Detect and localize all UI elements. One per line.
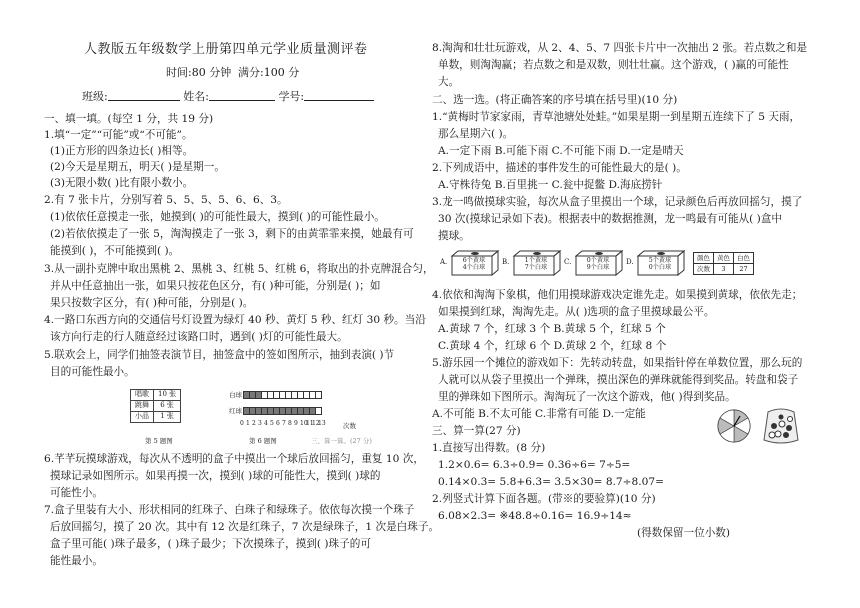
tick-label: 13 [318, 420, 326, 427]
tick-label: 11 [306, 420, 314, 427]
question-5-line1: 5.联欢会上，同学们抽签表演节目，抽签盒中的签如图所示，抽到表演( )节 [44, 349, 395, 361]
question-2-1: (1)依依任意摸走一张，她摸到( )的可能性最大，摸到( )的可能性最小。 [50, 211, 385, 223]
tick-label: 7 [282, 420, 286, 427]
question-7-line2: 后放回摇匀，摸了 20 次。其中有 12 次是红珠子，7 次是绿珠子，1 次是白珠子。 [50, 521, 440, 533]
calc-1-heading: 1.直接写出得数。(8 分) [432, 442, 546, 454]
choice-3-line3: 摸球。 [438, 230, 470, 242]
table-row [131, 401, 181, 412]
spinner-icon [716, 408, 752, 444]
id-blank[interactable] [304, 89, 374, 101]
box-option-c [564, 250, 624, 276]
question-4-line2: 该方向行走的行人随意经过该路口时，遇到( )灯的可能性最大。 [50, 331, 348, 343]
box-b-text1: 1个黄球 [524, 257, 548, 264]
question-3-line1: 3.从一副扑克牌中取出黑桃 2、黑桃 3、红桃 5、红桃 6，将取出的扑克牌混合匀， [44, 263, 434, 275]
choice-2-options: A.守株待兔 B.百里挑一 C.瓮中捉鳖 D.海底捞针 [438, 179, 663, 191]
marble-bag-icon [760, 404, 802, 446]
grid-cell [315, 407, 322, 415]
choice-4-options-1: A.黄球 7 个，红球 3 个 B.黄球 5 个，红球 5 个 [438, 323, 666, 335]
table-cell: 唱歌 [131, 390, 154, 401]
question-8-line2: 单数，则淘淘赢；若点数之和是双数，则壮壮赢。这个游戏，( )赢的可能性 [438, 59, 789, 71]
question-4-line1: 4.一路口东西方向的交通信号灯设置为绿灯 40 秒、黄灯 5 秒、红灯 30 秒。当沿 [44, 314, 426, 326]
table-cell: 6 张 [154, 401, 181, 412]
figure-6-caption: 第 6 题图 [249, 437, 277, 445]
table-cell: 白色 [734, 253, 754, 264]
choice-3-line1: 3.龙一鸣做摸球实验，每次从盒子里摸出一个球，记录颜色后再放回摇匀，摸了 [432, 196, 803, 208]
tick-label: 2 [252, 420, 256, 427]
question-2-2-cont: 能摸到( )，不可能摸到( )。 [50, 245, 180, 257]
table-cell: 小品 [131, 412, 154, 423]
question-2-2: (2)若依依摸走了一张 5，淘淘摸走了一张 3，剩下的由黄霏霏来摸，她最有可 [50, 228, 414, 240]
box-a-label: A. [440, 258, 448, 266]
choice-2: 2.下列成语中，描述的事件发生的可能性最大的是( )。 [432, 162, 687, 174]
tick-label: 9 [294, 420, 298, 427]
box-d-text1: 5个黄球 [648, 257, 672, 264]
calc-1-row-1: 1.2×0.6= 6.3÷0.9= 0.36÷6= 7÷5= [438, 459, 631, 471]
box-option-a [440, 250, 500, 276]
question-6-line1: 6.芊芊玩摸球游戏，每次从不透明的盒子中摸出一个球后放回摇匀，重复 10 次， [44, 453, 424, 465]
section-1-heading: 一、填一填。(每空 1 分，共 19 分) [44, 113, 214, 125]
box-option-d [626, 250, 686, 276]
choice-5-line1: 5.游乐园一个摊位的游戏如下：先转动转盘，如果指针停在单数位置，那么玩的 [432, 357, 803, 369]
figure-6-bleed-text: 三、算一算。(27 分) [311, 437, 372, 445]
table-row [694, 264, 754, 275]
tick-label: 4 [264, 420, 268, 427]
table-row [131, 390, 181, 401]
choice-1-line2: 那么星期六( )。 [438, 128, 514, 140]
table-cell: 黄色 [714, 253, 734, 264]
page-title: 人教版五年级数学上册第四单元学业质量测评卷 [84, 42, 368, 57]
white-ball-label: 白球 [229, 391, 242, 399]
choice-3-line2: 30 次(摸球记录如下表)。根据表中的数据推测，龙一鸣最有可能从( )盒中 [438, 213, 782, 225]
class-blank[interactable] [108, 89, 180, 101]
box-b-text2: 7个白球 [524, 263, 548, 271]
choice-1-options: A.一定下雨 B.可能下雨 C.不可能下雨 D.一定是晴天 [438, 145, 684, 157]
table-row [694, 253, 754, 264]
table-cell: 3 [714, 264, 734, 275]
lottery-table [130, 389, 181, 423]
box-b-label: B. [502, 258, 510, 266]
box-c-text2: 9个白球 [586, 263, 610, 271]
calc-2-row: 6.08×2.3= ※48.8÷0.16= 16.9÷14≈ [438, 510, 632, 522]
choice-4-options-2: C.黄球 4 个，红球 6 个 D.黄球 2 个，红球 8 个 [438, 340, 667, 352]
question-3-line2: 并从中任意抽出一张，如果只按花色区分，有( )种可能，分别是( )；如 [50, 280, 381, 292]
white-ball-bar [243, 391, 321, 400]
red-ball-bar [243, 407, 321, 416]
table-cell: 1 张 [154, 412, 181, 423]
tick-label: 8 [288, 420, 292, 427]
tick-label: 0 [240, 420, 244, 427]
calc-2-heading: 2.列竖式计算下面各题。(带※的要验算)(10 分) [432, 493, 656, 505]
tick-label: 1 [246, 420, 250, 427]
exam-score: 满分:100 分 [238, 66, 300, 79]
tick-label: 3 [258, 420, 262, 427]
question-1-2: (2)今天是星期五，明天( )是星期一。 [50, 161, 225, 173]
question-3-line3: 果只按数字区分，有( )种可能，分别是( )。 [50, 297, 254, 309]
box-d-text2: 0个白球 [648, 263, 672, 271]
section-3-heading: 三、算一算(27 分) [432, 425, 521, 437]
choice-5-line2: 人就可以从袋子里摸出一个弹珠，摸出深色的弹珠就能得到奖品。转盘和袋子 [438, 374, 799, 386]
question-7-line1: 7.盒子里装有大小、形状相同的红珠子、白珠子和绿珠子。依依每次摸一个珠子 [44, 504, 415, 516]
calc-1-row-2: 0.14×0.3= 5.8+6.3= 3.5×30= 8.7÷8.07= [438, 476, 665, 488]
table-cell: 次数 [694, 264, 714, 275]
tick-label: 12 [312, 420, 320, 427]
question-1-1: (1)正方形的四条边长( )相等。 [50, 145, 194, 157]
section-2-heading: 二、选一选。(将正确答案的序号填在括号里)(10 分) [432, 94, 678, 106]
ball-record-table [693, 252, 754, 275]
choice-4-line1: 4.依依和淘淘下象棋，他们用摸球游戏决定谁先走。如果摸到黄球，依依先走； [432, 289, 803, 301]
figure-5-caption: 第 5 题图 [145, 437, 173, 445]
question-8-line3: 大。 [438, 76, 460, 88]
table-cell: 27 [734, 264, 754, 275]
calc-2-note: (得数保留一位小数) [637, 527, 731, 539]
box-c-text1: 0个黄球 [586, 257, 610, 264]
choice-5-line3: 里的弹珠如下图所示。淘淘玩了一次这个游戏，他( )得到奖品。 [438, 391, 736, 403]
table-cell: 颜色 [694, 253, 714, 264]
box-a-text2: 4个白球 [462, 263, 486, 271]
table-cell: 跳舞 [131, 401, 154, 412]
question-2: 2.有 7 张卡片，分别写着 5、5、5、5、6、6、3。 [44, 194, 288, 206]
question-8-line1: 8.淘淘和壮壮玩游戏，从 2、4、5、7 四张卡片中一次抽出 2 张。若点数之和是 [432, 42, 808, 54]
tick-label: 5 [270, 420, 274, 427]
table-cell: 10 张 [154, 390, 181, 401]
red-ball-label: 红球 [229, 407, 242, 415]
question-6-line3: 可能性小。 [50, 487, 103, 499]
choice-5-options: A.不可能 B.不太可能 C.非常有可能 D.一定能 [432, 408, 646, 420]
tick-label: 10 [300, 420, 308, 427]
grid-cell [315, 391, 322, 399]
box-option-b [502, 250, 562, 276]
box-a-text1: 6个黄球 [462, 257, 486, 264]
class-label [82, 89, 374, 105]
box-d-label: D. [626, 258, 634, 266]
choice-1-line1: 1.“黄梅时节家家雨，青草池塘处处蛙。”如果星期一到星期五连续下了 5 天雨， [432, 111, 801, 123]
question-1-3: (3)无限小数( )比有限小数小。 [50, 177, 194, 189]
tick-label: 6 [276, 420, 280, 427]
x-axis-label: 次数 [343, 422, 356, 430]
question-1: 1.填“一定”“可能”或“不可能”。 [44, 129, 193, 141]
question-7-line4: 能性最小。 [50, 555, 103, 567]
name-label-text: 姓名: [183, 90, 209, 103]
id-label-text: 学号: [278, 90, 305, 103]
box-c-label: C. [564, 258, 572, 266]
class-label-text: 班级: [82, 90, 108, 103]
table-row [131, 412, 181, 423]
question-5-line2: 目的可能性最小。 [50, 366, 135, 378]
question-7-line3: 盒子里可能( )珠子最多，( )珠子最少；下次摸珠子，摸到( )珠子的可 [50, 538, 371, 550]
choice-4-line2: 如果摸到红球，淘淘先走。从( )选项的盒子里摸球最公平。 [438, 306, 715, 318]
name-blank[interactable] [209, 89, 275, 101]
exam-time: 时间:80 分钟 [166, 66, 232, 79]
question-6-line2: 摸球记录如图所示。如果再摸一次，摸到( )球的可能性大，摸到( )球的 [50, 470, 381, 482]
